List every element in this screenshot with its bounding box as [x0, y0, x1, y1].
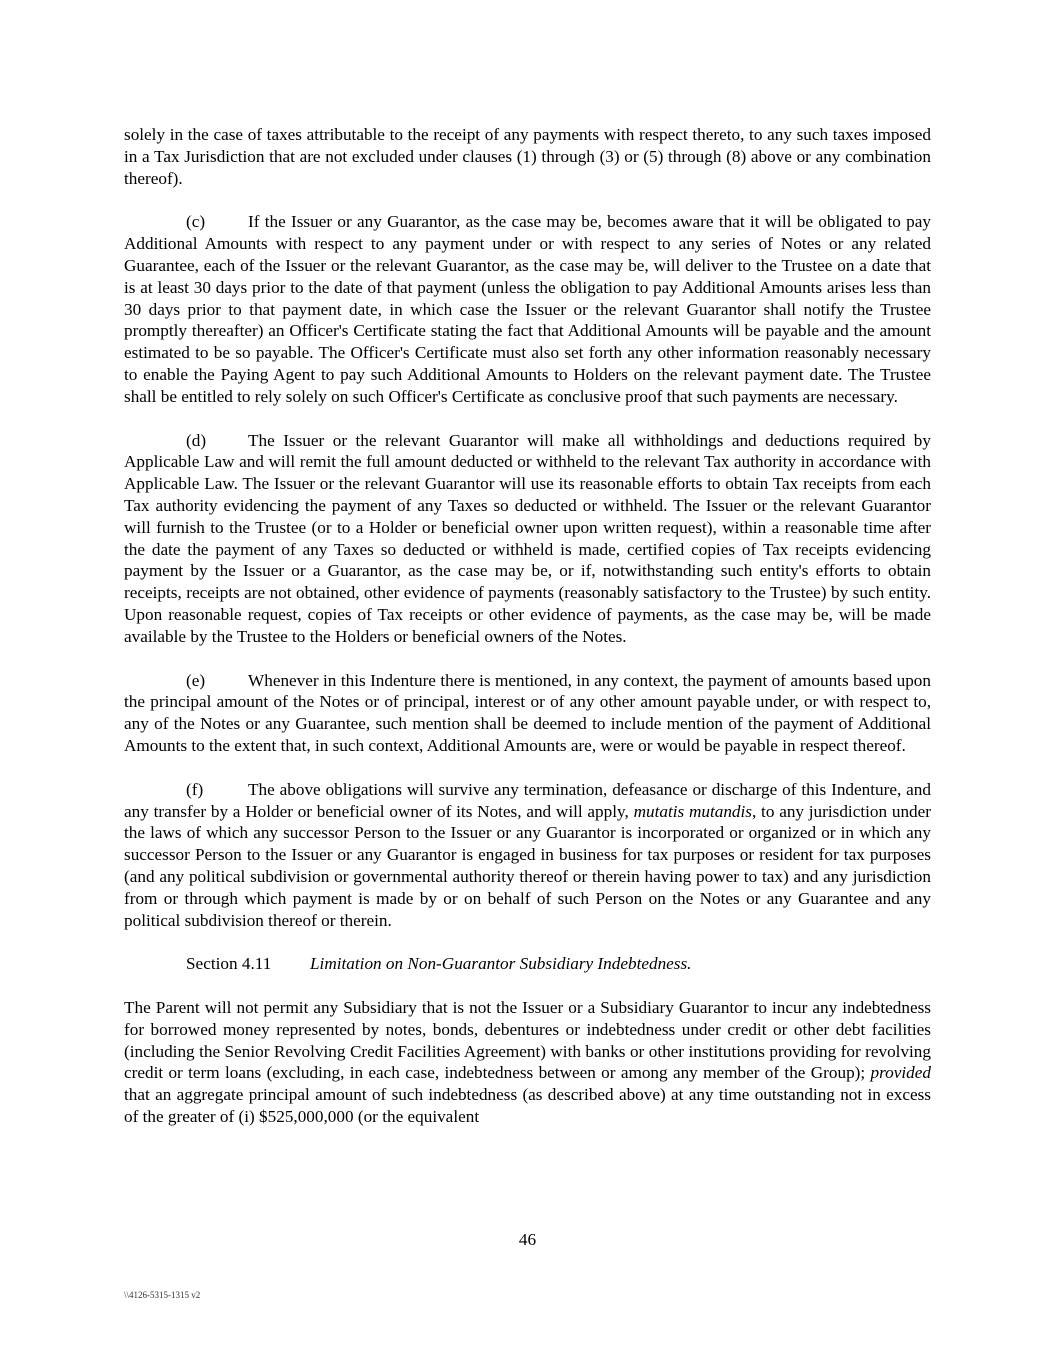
clause-text: The above obligations will survive any termination, defeasance or discharge of this Indenture, and any transfer by a Holder or beneficial owner of its Notes, and will apply, — [124, 779, 931, 821]
clause-label: (d) — [186, 430, 207, 450]
section-body-italic-term: provided — [870, 1063, 931, 1083]
section-body — [124, 997, 931, 1128]
continuation-paragraph: solely in the case of taxes attributable to the receipt of any payments with respect thereto, to any such taxes imposed in a Tax Jurisdiction that are not excluded under clauses (1) through (3) or (5) through (8) above or any combination thereof). — [124, 125, 931, 188]
clause-text: The Issuer or the relevant Guarantor will make all withholdings and deductions required by Applicable Law and will remit the full amount deducted or withheld to the relevant Tax authority in accordance with Applicable Law. The Issuer or the relevant Guarantor will use its reasonable efforts to obtain Tax receipts from each Tax authority evidencing the payment of any Taxes so deducted or withheld. The Issuer or the relevant Guarantor will furnish to the Trustee (or to a Holder or beneficial owner upon written request), within a reasonable time after the date the payment of any Taxes so deducted or withheld is made, certified copies of Tax receipts evidencing payment by the Issuer or a Guarantor, as the case may be, or if, notwithstanding such entity's efforts to obtain receipts, receipts are not obtained, other evidence of payments (reasonably satisfactory to the Trustee) by such entity. Upon reasonable request, copies of Tax receipts or other evidence of payments, as the case may be, will be made available by the Trustee to the Holders or beneficial owners of the Notes. — [124, 430, 931, 646]
clause-italic-term: mutatis mutandis — [633, 801, 752, 821]
clause-text: Whenever in this Indenture there is mentioned, in any context, the payment of amounts based upon the principal amount of the Notes or of principal, interest or of any other amount payable under, or with respect to, any of the Notes or any Guarantee, such mention shall be deemed to include mention of the payment of Additional Amounts to the extent that, in such context, Additional Amounts are, were or would be payable in respect thereof. — [124, 670, 931, 755]
clause-f — [124, 779, 931, 932]
document-page — [124, 124, 931, 1150]
section-heading — [124, 953, 931, 975]
section-body-text-continued: that an aggregate principal amount of such indebtedness (as described above) at any time outstanding not in excess of the greater of (i) $525,000,000 (or the equivalent — [124, 1085, 931, 1127]
clause-label: (f) — [186, 779, 204, 799]
section-body-text: The Parent will not permit any Subsidiary that is not the Issuer or a Subsidiary Guarantor to incur any indebtedness for borrowed money represented by notes, bonds, debentures or indebtedness under credit or other debt facilities (including the Senior Revolving Credit Facilities Agreement) with banks or other institutions providing for revolving credit or term loans (excluding, in each case, indebtedness between or among any member of the Group); — [124, 998, 931, 1083]
clause-label: (e) — [186, 670, 206, 690]
section-number: Section 4.11 — [186, 954, 272, 974]
document-id: \\4126-5315-1315 v2 — [124, 1290, 201, 1300]
clause-e — [124, 670, 931, 757]
clause-d — [124, 430, 931, 648]
section-title: Limitation on Non-Guarantor Subsidiary Indebtedness. — [310, 954, 692, 974]
clause-text-continued: , to any jurisdiction under the laws of which any successor Person to the Issuer or any Guarantor is incorporated or organized or in which any successor Person to the Issuer or any Guarantor is engaged in business for tax purposes or resident for tax purposes (and any political subdivision or governmental authority thereof or therein having power to tax) and any jurisdiction from or through which payment is made by or on behalf of such Person on the Notes or any Guarantee and any political subdivision thereof or therein. — [124, 801, 931, 930]
clause-label: (c) — [186, 212, 206, 232]
page-number: 46 — [518, 1230, 537, 1249]
clause-c — [124, 211, 931, 407]
clause-text: If the Issuer or any Guarantor, as the case may be, becomes aware that it will be obligated to pay Additional Amounts with respect to any payment under or with respect to any series of Notes or any related Guarantee, each of the Issuer or the relevant Guarantor, as the case may be, will deliver to the Trustee on a date that is at least 30 days prior to the date of that payment (unless the obligation to pay Additional Amounts arises less than 30 days prior to that payment date, in which case the Issuer or the relevant Guarantor shall notify the Trustee promptly thereafter) an Officer's Certificate stating the fact that Additional Amounts will be payable and the amount estimated to be so payable. The Officer's Certificate must also set forth any other information reasonably necessary to enable the Paying Agent to pay such Additional Amounts to Holders on the relevant payment date. The Trustee shall be entitled to rely solely on such Officer's Certificate as conclusive proof that such payments are necessary. — [124, 212, 931, 406]
